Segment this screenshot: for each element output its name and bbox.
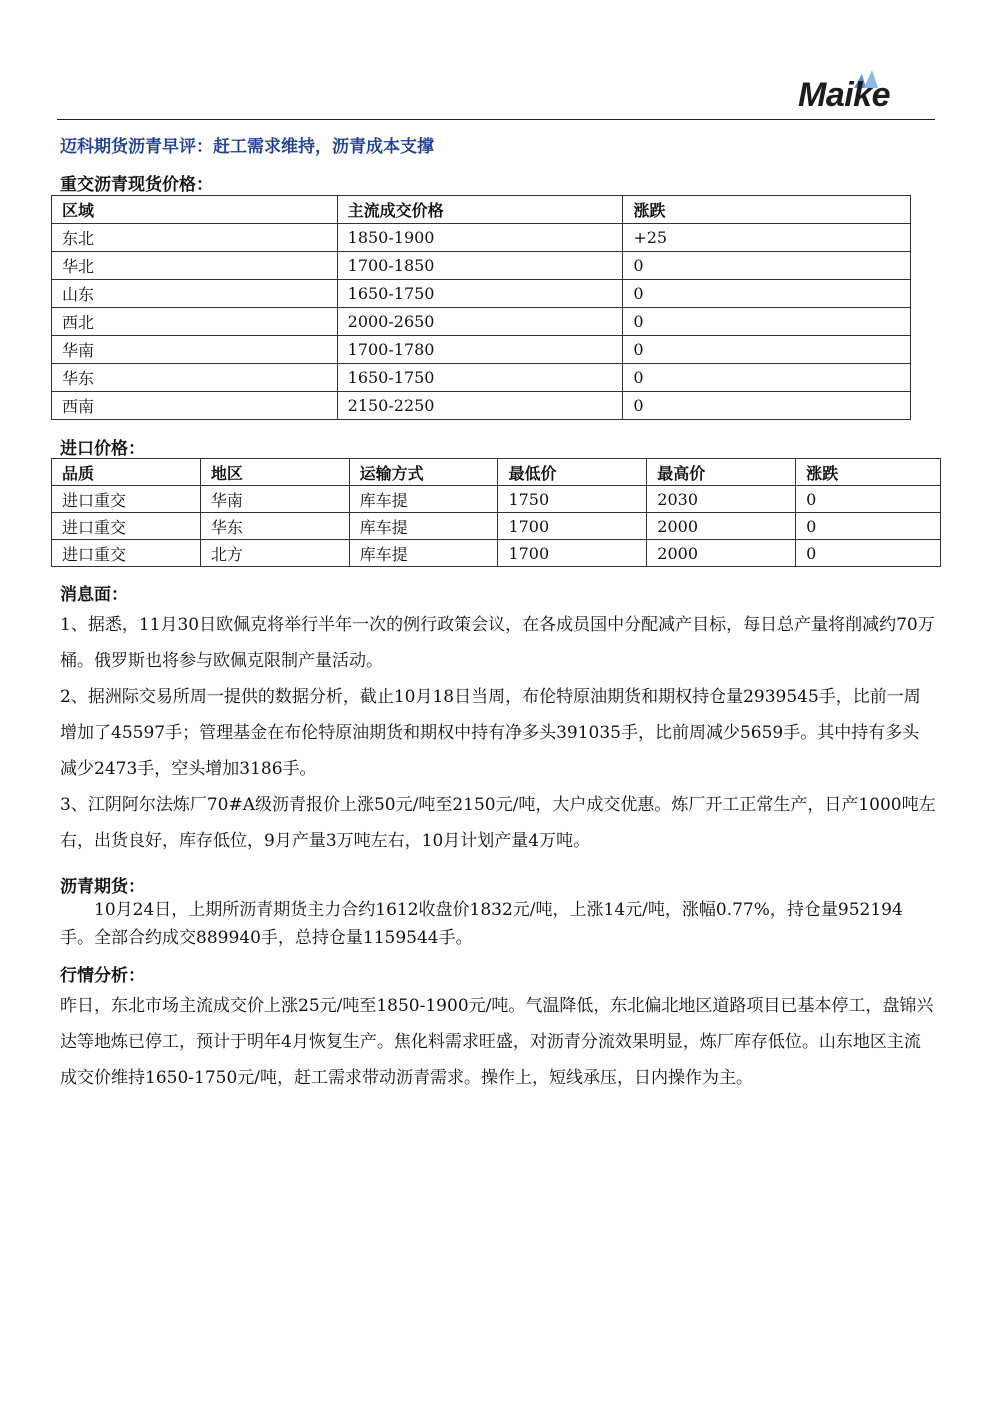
header-rule	[57, 119, 935, 120]
futures-text: 10月24日，上期所沥青期货主力合约1612收盘价1832元/吨，上涨14元/吨，涨幅0.77%，持仓量952194手。全部合约成交889940手，总持仓量1159544手。	[60, 900, 903, 948]
table-cell: 1700-1850	[337, 252, 623, 280]
table-cell: 0	[623, 308, 911, 336]
table-row	[52, 392, 911, 420]
table-row	[52, 308, 911, 336]
table-row	[52, 280, 911, 308]
table-cell: 2000-2650	[337, 308, 623, 336]
table-cell: 华南	[52, 336, 338, 364]
column-header: 最高价	[647, 459, 796, 486]
table-cell: 0	[796, 486, 941, 513]
table-cell: 华北	[52, 252, 338, 280]
table-cell: 进口重交	[52, 486, 201, 513]
table-cell: 东北	[52, 224, 338, 252]
table-cell: 1750	[498, 486, 647, 513]
table-cell: 1700	[498, 513, 647, 540]
column-header: 品质	[52, 459, 201, 486]
table-cell: 2150-2250	[337, 392, 623, 420]
news-item-3: 3、江阴阿尔法炼厂70#A级沥青报价上涨50元/吨至2150元/吨，大户成交优惠。炼厂开工正常生产，日产1000吨左右，出货良好，库存低位，9月产量3万吨左右，10月计划产量4万吨。	[60, 795, 936, 851]
table-cell: 1650-1750	[337, 280, 623, 308]
table-cell: 0	[623, 336, 911, 364]
table-cell: 0	[623, 280, 911, 308]
table-row	[52, 252, 911, 280]
news-heading: 消息面：	[60, 585, 128, 605]
table-header-row	[52, 459, 941, 486]
spot-heading: 重交沥青现货价格：	[60, 175, 213, 195]
table-cell: 华南	[200, 486, 349, 513]
company-logo	[790, 70, 940, 120]
analysis-text: 昨日，东北市场主流成交价上涨25元/吨至1850-1900元/吨。气温降低，东北偏北地区道路项目已基本停工，盘锦兴达等地炼已停工，预计于明年4月恢复生产。焦化料需求旺盛，对沥青分流效果明显，炼厂库存低位。山东地区主流成交价维持1650-1750元/吨，赶工需求带动沥青需求。操作上，短线承压，日内操作为主。	[60, 996, 934, 1088]
table-row	[52, 224, 911, 252]
table-cell: 0	[796, 540, 941, 567]
spot-price-table	[51, 195, 911, 420]
table-cell: 华东	[52, 364, 338, 392]
import-heading: 进口价格：	[60, 439, 145, 459]
column-header: 地区	[200, 459, 349, 486]
table-cell: 2000	[647, 513, 796, 540]
table-cell: 西北	[52, 308, 338, 336]
table-cell: 1850-1900	[337, 224, 623, 252]
table-row	[52, 540, 941, 567]
futures-heading: 沥青期货：	[60, 877, 145, 897]
column-header: 运输方式	[349, 459, 498, 486]
column-header: 区域	[52, 196, 338, 224]
news-item-2: 2、据洲际交易所周一提供的数据分析，截止10月18日当周，布伦特原油期货和期权持仓量2939545手，比前一周增加了45597手；管理基金在布伦特原油期货和期权中持有净多头391035手，比前周减少5659手。其中持有多头减少2473手，空头增加3186手。	[60, 687, 921, 779]
table-cell: 西南	[52, 392, 338, 420]
table-cell: 0	[623, 364, 911, 392]
table-cell: 2000	[647, 540, 796, 567]
table-cell: +25	[623, 224, 911, 252]
table-cell: 进口重交	[52, 513, 201, 540]
column-header: 涨跌	[796, 459, 941, 486]
table-cell: 山东	[52, 280, 338, 308]
table-cell: 0	[623, 252, 911, 280]
column-header: 涨跌	[623, 196, 911, 224]
table-row	[52, 513, 941, 540]
table-cell: 北方	[200, 540, 349, 567]
table-row	[52, 486, 941, 513]
logo-text: Maike	[798, 76, 890, 114]
column-header: 主流成交价格	[337, 196, 623, 224]
table-cell: 0	[796, 513, 941, 540]
table-header-row	[52, 196, 911, 224]
table-cell: 2030	[647, 486, 796, 513]
table-cell: 1700	[498, 540, 647, 567]
table-cell: 1700-1780	[337, 336, 623, 364]
table-cell: 0	[623, 392, 911, 420]
table-cell: 华东	[200, 513, 349, 540]
table-cell: 库车提	[349, 486, 498, 513]
table-row	[52, 364, 911, 392]
import-price-table	[51, 458, 941, 567]
table-row	[52, 336, 911, 364]
news-item-1: 1、据悉，11月30日欧佩克将举行半年一次的例行政策会议，在各成员国中分配减产目标，每日总产量将削减约70万桶。俄罗斯也将参与欧佩克限制产量活动。	[60, 615, 935, 671]
analysis-heading: 行情分析：	[60, 966, 145, 986]
table-cell: 库车提	[349, 540, 498, 567]
table-cell: 1650-1750	[337, 364, 623, 392]
table-cell: 库车提	[349, 513, 498, 540]
table-cell: 进口重交	[52, 540, 201, 567]
page-title: 迈科期货沥青早评：赶工需求维持，沥青成本支撑	[60, 137, 434, 157]
column-header: 最低价	[498, 459, 647, 486]
